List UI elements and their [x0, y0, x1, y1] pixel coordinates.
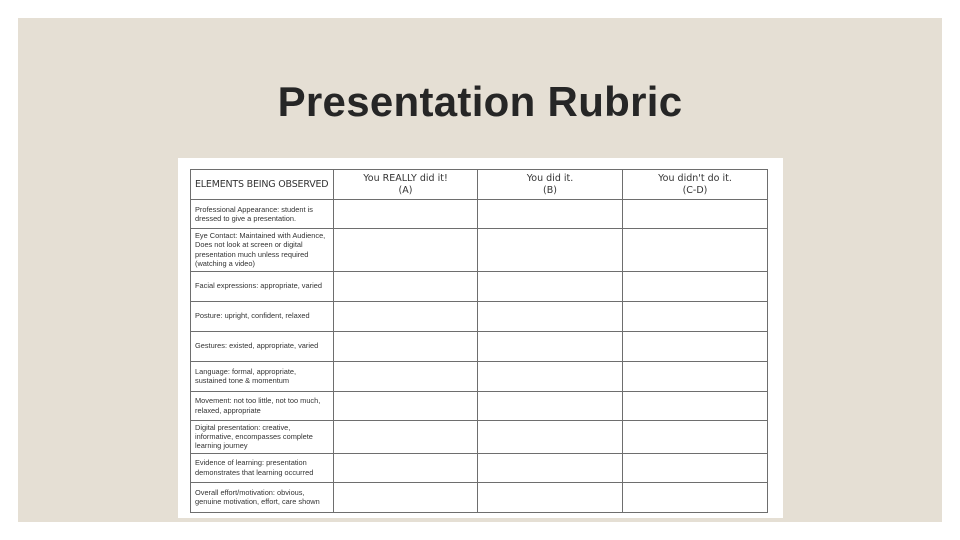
score-cell-cd: [623, 229, 768, 272]
score-cell-b: [478, 301, 623, 331]
score-cell-a: [334, 420, 478, 453]
table-row: [191, 301, 768, 331]
score-cell-b: [478, 271, 623, 301]
criterion-language: Language: formal, appropriate, sustained tone & momentum: [191, 361, 334, 391]
table-row: [191, 420, 768, 453]
score-cell-cd: [623, 361, 768, 391]
score-cell-a: [334, 200, 478, 229]
rubric-header-row: [191, 170, 768, 200]
header-did-label: You did it.: [526, 172, 574, 184]
table-row: [191, 391, 768, 420]
header-elements-observed: ELEMENTS BEING OBSERVED: [191, 170, 334, 200]
criterion-facial-expressions: Facial expressions: appropriate, varied: [191, 271, 334, 301]
table-row: [191, 271, 768, 301]
rubric-image: [178, 158, 783, 518]
score-cell-a: [334, 271, 478, 301]
table-row: [191, 229, 768, 272]
criterion-posture: Posture: upright, confident, relaxed: [191, 301, 334, 331]
header-didnt-do-it: [623, 170, 768, 200]
criterion-movement: Movement: not too little, not too much, relaxed, appropriate: [191, 391, 334, 420]
score-cell-b: [478, 391, 623, 420]
score-cell-a: [334, 482, 478, 512]
criterion-overall-effort: Overall effort/motivation: obvious, genuine motivation, effort, care shown: [191, 482, 334, 512]
score-cell-a: [334, 361, 478, 391]
score-cell-b: [478, 453, 623, 482]
score-cell-b: [478, 229, 623, 272]
criterion-professional-appearance: Professional Appearance: student is dressed to give a presentation.: [191, 200, 334, 229]
rubric-table: [190, 169, 768, 513]
score-cell-a: [334, 229, 478, 272]
score-cell-cd: [623, 420, 768, 453]
score-cell-cd: [623, 482, 768, 512]
score-cell-cd: [623, 453, 768, 482]
score-cell-cd: [623, 200, 768, 229]
header-didnt-grade: (C-D): [682, 184, 708, 196]
header-really-grade: (A): [398, 184, 413, 196]
score-cell-b: [478, 482, 623, 512]
criterion-gestures: Gestures: existed, appropriate, varied: [191, 331, 334, 361]
criterion-digital-presentation: Digital presentation: creative, informative, encompasses complete learning journey: [191, 420, 334, 453]
table-row: [191, 453, 768, 482]
score-cell-cd: [623, 391, 768, 420]
score-cell-b: [478, 200, 623, 229]
score-cell-b: [478, 420, 623, 453]
header-did-it: [478, 170, 623, 200]
score-cell-a: [334, 391, 478, 420]
score-cell-a: [334, 301, 478, 331]
table-row: [191, 361, 768, 391]
score-cell-a: [334, 453, 478, 482]
header-didnt-label: You didn't do it.: [658, 172, 732, 184]
criterion-eye-contact: Eye Contact: Maintained with Audience, Does not look at screen or digital presentation much unless required (watching a video): [191, 229, 334, 272]
score-cell-b: [478, 361, 623, 391]
score-cell-cd: [623, 331, 768, 361]
table-row: [191, 482, 768, 512]
score-cell-cd: [623, 301, 768, 331]
score-cell-b: [478, 331, 623, 361]
score-cell-a: [334, 331, 478, 361]
header-really-label: You REALLY did it!: [363, 172, 448, 184]
header-really-did-it: [334, 170, 478, 200]
header-did-grade: (B): [543, 184, 557, 196]
table-row: [191, 331, 768, 361]
slide-title: Presentation Rubric: [277, 78, 683, 125]
criterion-evidence-of-learning: Evidence of learning: presentation demonstrates that learning occurred: [191, 453, 334, 482]
table-row: [191, 200, 768, 229]
score-cell-cd: [623, 271, 768, 301]
